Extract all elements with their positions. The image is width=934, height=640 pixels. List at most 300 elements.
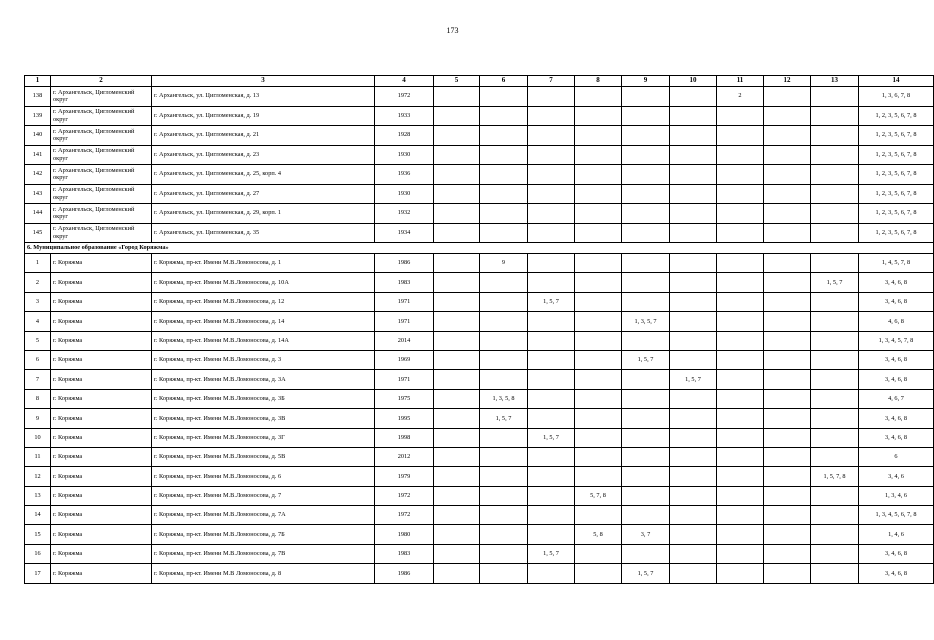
cell-c11 xyxy=(717,106,764,126)
cell-c11 xyxy=(717,350,764,369)
cell-loc: г. Коряжма xyxy=(51,350,152,369)
cell-c5 xyxy=(434,564,480,583)
table-row xyxy=(25,312,934,331)
cell-c9 xyxy=(622,486,670,505)
cell-c12 xyxy=(764,389,811,408)
cell-c11 xyxy=(717,447,764,466)
cell-year: 1983 xyxy=(375,544,434,563)
cell-c11 xyxy=(717,273,764,292)
cell-c10 xyxy=(670,254,717,273)
cell-loc: г. Коряжма xyxy=(51,428,152,447)
cell-c9 xyxy=(622,273,670,292)
table-row xyxy=(25,254,934,273)
section-title: 6. Муниципальное образование «Город Коряжма» xyxy=(25,243,934,254)
cell-num: 9 xyxy=(25,409,51,428)
cell-num: 3 xyxy=(25,292,51,311)
cell-c13 xyxy=(811,87,859,107)
cell-num: 13 xyxy=(25,486,51,505)
cell-c9 xyxy=(622,409,670,428)
cell-c13 xyxy=(811,106,859,126)
cell-addr: г. Архангельск, ул. Цигломенская, д. 29, корп. 1 xyxy=(152,204,375,224)
table-row xyxy=(25,467,934,486)
cell-c11 xyxy=(717,525,764,544)
cell-addr: г. Коряжма, пр-кт. Имени М.В.Ломоносова, д. 7 xyxy=(152,486,375,505)
cell-c8 xyxy=(575,544,622,563)
cell-c9: 1, 3, 5, 7 xyxy=(622,312,670,331)
cell-c10 xyxy=(670,273,717,292)
cell-c11 xyxy=(717,331,764,350)
cell-c7: 1, 5, 7 xyxy=(528,292,575,311)
cell-num: 143 xyxy=(25,184,51,204)
column-header: 7 xyxy=(528,76,575,87)
table-row xyxy=(25,370,934,389)
cell-c11 xyxy=(717,312,764,331)
cell-num: 12 xyxy=(25,467,51,486)
cell-c7 xyxy=(528,447,575,466)
cell-loc: г. Коряжма xyxy=(51,564,152,583)
cell-loc: г. Коряжма xyxy=(51,467,152,486)
cell-c12 xyxy=(764,525,811,544)
cell-c9 xyxy=(622,165,670,185)
table-row xyxy=(25,350,934,369)
cell-c12 xyxy=(764,544,811,563)
cell-addr: г. Коряжма, пр-кт. Имени М.В.Ломоносова, д. 7В xyxy=(152,544,375,563)
cell-c13: 1, 5, 7 xyxy=(811,273,859,292)
table-row xyxy=(25,506,934,525)
cell-c10 xyxy=(670,447,717,466)
cell-year: 1971 xyxy=(375,370,434,389)
cell-c13 xyxy=(811,525,859,544)
cell-c7: 1, 5, 7 xyxy=(528,428,575,447)
column-header: 11 xyxy=(717,76,764,87)
cell-loc: г. Коряжма xyxy=(51,389,152,408)
cell-c7 xyxy=(528,87,575,107)
column-header: 9 xyxy=(622,76,670,87)
cell-c14: 1, 3, 4, 6 xyxy=(859,486,934,505)
cell-c6 xyxy=(480,292,528,311)
cell-addr: г. Коряжма, пр-кт. Имени М.В.Ломоносова, д. 7А xyxy=(152,506,375,525)
cell-c7 xyxy=(528,145,575,165)
cell-num: 140 xyxy=(25,126,51,146)
cell-num: 14 xyxy=(25,506,51,525)
cell-c10 xyxy=(670,389,717,408)
table-row xyxy=(25,106,934,126)
cell-c14: 3, 4, 6, 8 xyxy=(859,564,934,583)
cell-c11 xyxy=(717,204,764,224)
cell-c11 xyxy=(717,254,764,273)
cell-c8 xyxy=(575,564,622,583)
cell-c6 xyxy=(480,370,528,389)
cell-c5 xyxy=(434,525,480,544)
cell-c14: 3, 4, 6, 8 xyxy=(859,292,934,311)
cell-c6 xyxy=(480,467,528,486)
cell-c8: 5, 8 xyxy=(575,525,622,544)
column-header: 1 xyxy=(25,76,51,87)
cell-c13 xyxy=(811,544,859,563)
cell-c7 xyxy=(528,106,575,126)
cell-c5 xyxy=(434,428,480,447)
cell-c7 xyxy=(528,564,575,583)
cell-c13 xyxy=(811,292,859,311)
section-row xyxy=(25,243,934,254)
table-row xyxy=(25,126,934,146)
cell-c14: 1, 4, 5, 7, 8 xyxy=(859,254,934,273)
cell-addr: г. Коряжма, пр-кт. Имени М.В.Ломоносова, д. 3Г xyxy=(152,428,375,447)
cell-c7 xyxy=(528,370,575,389)
cell-c6 xyxy=(480,87,528,107)
cell-c8 xyxy=(575,447,622,466)
cell-c5 xyxy=(434,544,480,563)
column-header: 6 xyxy=(480,76,528,87)
cell-c5 xyxy=(434,87,480,107)
cell-c8 xyxy=(575,145,622,165)
cell-c11 xyxy=(717,145,764,165)
cell-c6 xyxy=(480,331,528,350)
table-row xyxy=(25,525,934,544)
cell-c10 xyxy=(670,409,717,428)
cell-year: 1930 xyxy=(375,145,434,165)
cell-c6 xyxy=(480,273,528,292)
cell-year: 1972 xyxy=(375,486,434,505)
cell-year: 1995 xyxy=(375,409,434,428)
column-header: 14 xyxy=(859,76,934,87)
cell-num: 1 xyxy=(25,254,51,273)
cell-c8 xyxy=(575,389,622,408)
cell-c6 xyxy=(480,184,528,204)
cell-c9 xyxy=(622,467,670,486)
cell-num: 15 xyxy=(25,525,51,544)
cell-c7 xyxy=(528,409,575,428)
cell-c9 xyxy=(622,428,670,447)
cell-addr: г. Архангельск, ул. Цигломенская, д. 35 xyxy=(152,223,375,243)
cell-num: 5 xyxy=(25,331,51,350)
cell-year: 2012 xyxy=(375,447,434,466)
cell-addr: г. Коряжма, пр-кт. Имени М.В.Ломоносова, д. 10А xyxy=(152,273,375,292)
cell-c12 xyxy=(764,409,811,428)
table-body xyxy=(25,87,934,584)
cell-c12 xyxy=(764,486,811,505)
cell-c11 xyxy=(717,184,764,204)
cell-loc: г. Архангельск, Цигломенский округ xyxy=(51,87,152,107)
cell-addr: г. Архангельск, ул. Цигломенская, д. 25, корп. 4 xyxy=(152,165,375,185)
cell-year: 1933 xyxy=(375,106,434,126)
cell-c6: 1, 5, 7 xyxy=(480,409,528,428)
cell-c5 xyxy=(434,506,480,525)
cell-c11 xyxy=(717,467,764,486)
cell-year: 1979 xyxy=(375,467,434,486)
cell-c9 xyxy=(622,223,670,243)
cell-c14: 1, 2, 3, 5, 6, 7, 8 xyxy=(859,165,934,185)
cell-c8 xyxy=(575,312,622,331)
table-row xyxy=(25,409,934,428)
cell-year: 1928 xyxy=(375,126,434,146)
cell-c14: 1, 3, 4, 5, 6, 7, 8 xyxy=(859,506,934,525)
cell-c8 xyxy=(575,254,622,273)
cell-addr: г. Коряжма, пр-кт. Имени М.В.Ломоносова, д. 14 xyxy=(152,312,375,331)
cell-c5 xyxy=(434,486,480,505)
cell-c6: 9 xyxy=(480,254,528,273)
cell-addr: г. Коряжма, пр-кт. Имени М.В.Ломоносова, д. 3А xyxy=(152,370,375,389)
cell-num: 11 xyxy=(25,447,51,466)
cell-c13 xyxy=(811,126,859,146)
cell-c10 xyxy=(670,204,717,224)
cell-loc: г. Архангельск, Цигломенский округ xyxy=(51,184,152,204)
cell-c6 xyxy=(480,564,528,583)
cell-c8 xyxy=(575,467,622,486)
cell-c8 xyxy=(575,370,622,389)
cell-c10 xyxy=(670,312,717,331)
cell-c8 xyxy=(575,292,622,311)
cell-year: 1971 xyxy=(375,292,434,311)
cell-c8 xyxy=(575,87,622,107)
cell-c7 xyxy=(528,331,575,350)
cell-c11 xyxy=(717,428,764,447)
cell-year: 2014 xyxy=(375,331,434,350)
cell-year: 1972 xyxy=(375,506,434,525)
cell-c5 xyxy=(434,370,480,389)
table-row xyxy=(25,204,934,224)
cell-c11 xyxy=(717,486,764,505)
table-row xyxy=(25,292,934,311)
housing-table xyxy=(24,75,934,584)
cell-year: 1971 xyxy=(375,312,434,331)
cell-c12 xyxy=(764,87,811,107)
cell-c10 xyxy=(670,165,717,185)
column-header: 13 xyxy=(811,76,859,87)
cell-num: 16 xyxy=(25,544,51,563)
cell-c12 xyxy=(764,331,811,350)
cell-c14: 3, 4, 6, 8 xyxy=(859,409,934,428)
cell-c11 xyxy=(717,223,764,243)
cell-c10 xyxy=(670,106,717,126)
cell-c14: 6 xyxy=(859,447,934,466)
cell-loc: г. Коряжма xyxy=(51,292,152,311)
cell-num: 144 xyxy=(25,204,51,224)
cell-loc: г. Коряжма xyxy=(51,409,152,428)
cell-c6 xyxy=(480,223,528,243)
cell-c14: 1, 2, 3, 5, 6, 7, 8 xyxy=(859,145,934,165)
cell-year: 1969 xyxy=(375,350,434,369)
cell-c10 xyxy=(670,184,717,204)
cell-c9 xyxy=(622,292,670,311)
cell-c11 xyxy=(717,126,764,146)
cell-c9: 1, 5, 7 xyxy=(622,564,670,583)
cell-num: 17 xyxy=(25,564,51,583)
cell-c8 xyxy=(575,350,622,369)
cell-year: 1975 xyxy=(375,389,434,408)
cell-c14: 1, 2, 3, 5, 6, 7, 8 xyxy=(859,223,934,243)
cell-c6 xyxy=(480,312,528,331)
cell-c13 xyxy=(811,564,859,583)
table-row xyxy=(25,87,934,107)
table-row xyxy=(25,223,934,243)
table-row xyxy=(25,428,934,447)
cell-loc: г. Архангельск, Цигломенский округ xyxy=(51,145,152,165)
cell-c9 xyxy=(622,447,670,466)
cell-c13 xyxy=(811,409,859,428)
cell-c14: 1, 2, 3, 5, 6, 7, 8 xyxy=(859,184,934,204)
table-header xyxy=(25,76,934,87)
table-row xyxy=(25,447,934,466)
cell-addr: г. Коряжма, пр-кт. Имени М.В.Ломоносова, д. 3Б xyxy=(152,389,375,408)
cell-c5 xyxy=(434,409,480,428)
cell-c12 xyxy=(764,106,811,126)
column-header: 2 xyxy=(51,76,152,87)
cell-c6 xyxy=(480,447,528,466)
cell-addr: г. Архангельск, ул. Цигломенская, д. 23 xyxy=(152,145,375,165)
cell-addr: г. Коряжма, пр-кт. Имени М.В Ломоносова, д. 8 xyxy=(152,564,375,583)
cell-c12 xyxy=(764,428,811,447)
table-row xyxy=(25,331,934,350)
cell-c8 xyxy=(575,184,622,204)
cell-addr: г. Коряжма, пр-кт. Имени М.В.Ломоносова, д. 12 xyxy=(152,292,375,311)
cell-c5 xyxy=(434,350,480,369)
cell-num: 145 xyxy=(25,223,51,243)
cell-c9: 1, 5, 7 xyxy=(622,350,670,369)
cell-c10 xyxy=(670,331,717,350)
cell-c12 xyxy=(764,312,811,331)
cell-year: 1980 xyxy=(375,525,434,544)
cell-c8 xyxy=(575,106,622,126)
cell-c10 xyxy=(670,350,717,369)
cell-c9 xyxy=(622,184,670,204)
cell-c7 xyxy=(528,126,575,146)
cell-c5 xyxy=(434,312,480,331)
cell-c7 xyxy=(528,254,575,273)
cell-loc: г. Коряжма xyxy=(51,312,152,331)
cell-loc: г. Архангельск, Цигломенский округ xyxy=(51,126,152,146)
cell-year: 1983 xyxy=(375,273,434,292)
table-row xyxy=(25,544,934,563)
cell-c11 xyxy=(717,165,764,185)
cell-c11 xyxy=(717,506,764,525)
cell-c9 xyxy=(622,544,670,563)
cell-c5 xyxy=(434,145,480,165)
cell-addr: г. Архангельск, ул. Цигломенская, д. 27 xyxy=(152,184,375,204)
cell-num: 8 xyxy=(25,389,51,408)
cell-num: 142 xyxy=(25,165,51,185)
cell-c5 xyxy=(434,292,480,311)
cell-c9 xyxy=(622,331,670,350)
cell-c10: 1, 5, 7 xyxy=(670,370,717,389)
cell-year: 1934 xyxy=(375,223,434,243)
cell-c12 xyxy=(764,145,811,165)
cell-c13 xyxy=(811,389,859,408)
cell-loc: г. Коряжма xyxy=(51,447,152,466)
cell-c7 xyxy=(528,312,575,331)
cell-c11 xyxy=(717,389,764,408)
cell-c14: 1, 2, 3, 5, 6, 7, 8 xyxy=(859,126,934,146)
cell-c5 xyxy=(434,184,480,204)
cell-c6 xyxy=(480,165,528,185)
cell-c5 xyxy=(434,447,480,466)
cell-c7 xyxy=(528,467,575,486)
cell-c10 xyxy=(670,544,717,563)
cell-c6 xyxy=(480,544,528,563)
cell-loc: г. Коряжма xyxy=(51,525,152,544)
cell-c14: 4, 6, 7 xyxy=(859,389,934,408)
cell-loc: г. Коряжма xyxy=(51,544,152,563)
cell-c13 xyxy=(811,223,859,243)
cell-c12 xyxy=(764,204,811,224)
cell-addr: г. Коряжма, пр-кт. Имени М.В.Ломоносова, д. 5В xyxy=(152,447,375,466)
cell-c9 xyxy=(622,389,670,408)
cell-c11 xyxy=(717,370,764,389)
cell-c8 xyxy=(575,126,622,146)
cell-c13 xyxy=(811,506,859,525)
cell-c10 xyxy=(670,126,717,146)
cell-c14: 1, 3, 4, 5, 7, 8 xyxy=(859,331,934,350)
table-row xyxy=(25,564,934,583)
column-header: 5 xyxy=(434,76,480,87)
cell-c7 xyxy=(528,525,575,544)
cell-c10 xyxy=(670,292,717,311)
cell-c13 xyxy=(811,486,859,505)
cell-addr: г. Коряжма, пр-кт. Имени М.В.Ломоносова, д. 3 xyxy=(152,350,375,369)
cell-c9 xyxy=(622,87,670,107)
cell-num: 138 xyxy=(25,87,51,107)
cell-c12 xyxy=(764,126,811,146)
cell-c9: 3, 7 xyxy=(622,525,670,544)
cell-c10 xyxy=(670,145,717,165)
cell-c10 xyxy=(670,223,717,243)
column-header: 4 xyxy=(375,76,434,87)
cell-c6 xyxy=(480,506,528,525)
cell-c8 xyxy=(575,506,622,525)
cell-c13 xyxy=(811,312,859,331)
cell-loc: г. Архангельск, Цигломенский округ xyxy=(51,204,152,224)
cell-c8 xyxy=(575,204,622,224)
cell-loc: г. Коряжма xyxy=(51,506,152,525)
cell-addr: г. Архангельск, ул. Цигломенская, д. 13 xyxy=(152,87,375,107)
cell-c14: 3, 4, 6, 8 xyxy=(859,544,934,563)
table-row xyxy=(25,165,934,185)
cell-c10 xyxy=(670,87,717,107)
cell-c8 xyxy=(575,331,622,350)
column-header: 8 xyxy=(575,76,622,87)
cell-c6 xyxy=(480,106,528,126)
cell-c5 xyxy=(434,204,480,224)
cell-c13 xyxy=(811,184,859,204)
cell-c12 xyxy=(764,254,811,273)
cell-c14: 3, 4, 6, 8 xyxy=(859,273,934,292)
cell-loc: г. Коряжма xyxy=(51,254,152,273)
cell-c14: 3, 4, 6, 8 xyxy=(859,428,934,447)
cell-num: 10 xyxy=(25,428,51,447)
cell-c6: 1, 3, 5, 8 xyxy=(480,389,528,408)
cell-c9 xyxy=(622,106,670,126)
cell-c8 xyxy=(575,223,622,243)
cell-c8 xyxy=(575,273,622,292)
cell-year: 1972 xyxy=(375,87,434,107)
cell-loc: г. Коряжма xyxy=(51,370,152,389)
cell-c8 xyxy=(575,165,622,185)
cell-c11 xyxy=(717,409,764,428)
cell-c7 xyxy=(528,389,575,408)
cell-addr: г. Архангельск, ул. Цигломенская, д. 21 xyxy=(152,126,375,146)
cell-c13 xyxy=(811,350,859,369)
cell-c5 xyxy=(434,223,480,243)
cell-loc: г. Коряжма xyxy=(51,331,152,350)
cell-c9 xyxy=(622,506,670,525)
cell-c6 xyxy=(480,486,528,505)
cell-c12 xyxy=(764,350,811,369)
header-row xyxy=(25,76,934,87)
cell-year: 1932 xyxy=(375,204,434,224)
cell-c12 xyxy=(764,165,811,185)
cell-c11 xyxy=(717,564,764,583)
cell-loc: г. Архангельск, Цигломенский округ xyxy=(51,223,152,243)
